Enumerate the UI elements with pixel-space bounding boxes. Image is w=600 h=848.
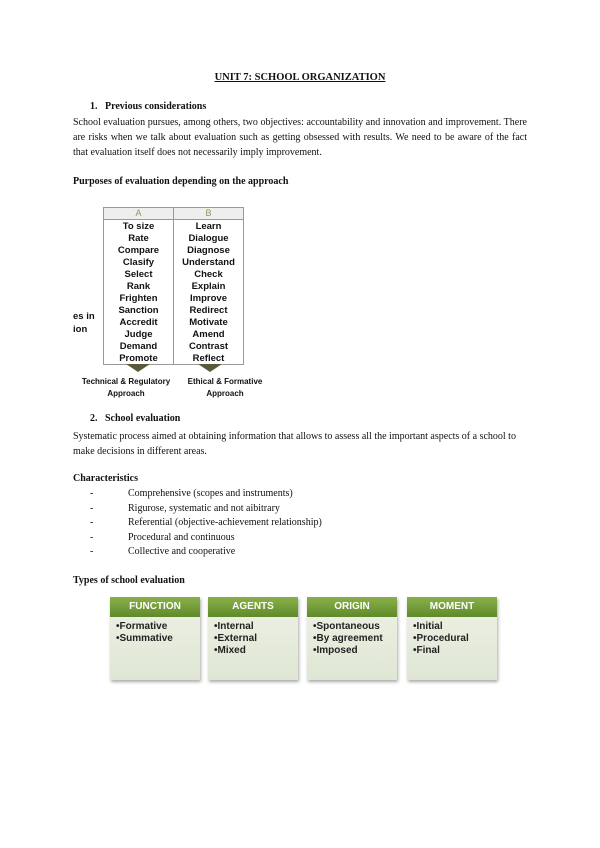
card-header: MOMENT: [407, 597, 497, 617]
subheading-characteristics: Characteristics: [73, 473, 138, 484]
card-list-item: • Formative: [116, 621, 200, 633]
card-list-item: • Mixed: [214, 645, 298, 657]
list-item: [90, 545, 322, 560]
bullet-dash: -: [90, 546, 94, 557]
table-cell: Compare: [117, 245, 160, 256]
bullet-dash: -: [90, 517, 94, 528]
list-item-text: Collective and cooperative: [128, 546, 236, 557]
table-cell: Clasify: [122, 257, 155, 268]
caption-line: Ethical & Formative: [187, 377, 263, 386]
list-item-text: Referential (objective-achievement relationship): [128, 517, 322, 528]
cropped-side-label: [73, 310, 95, 336]
card-header: FUNCTION: [110, 597, 200, 617]
table-cell: Sanction: [118, 305, 159, 316]
caption-line: Technical & Regulatory: [81, 377, 171, 386]
card-list: [307, 621, 397, 657]
caption-line: Approach: [206, 389, 244, 398]
table-cell: Rate: [128, 233, 149, 244]
bullet-dash: -: [90, 488, 94, 499]
table-cell: Redirect: [189, 305, 228, 316]
side-label-line: ion: [73, 324, 88, 335]
table-cell: Improve: [190, 293, 227, 304]
table-cell: Contrast: [188, 341, 229, 352]
characteristics-list: [90, 487, 322, 560]
subheading-purposes: Purposes of evaluation depending on the approach: [73, 176, 289, 187]
table-cell: Dialogue: [188, 233, 229, 244]
table-cell: Motivate: [189, 317, 228, 328]
column-b: [174, 208, 243, 364]
card-list-item: • Summative: [116, 633, 200, 645]
table-cell: Reflect: [192, 353, 225, 364]
page-title: UNIT 7: SCHOOL ORGANIZATION: [214, 72, 386, 83]
table-cell: Explain: [191, 281, 226, 292]
list-item: [90, 531, 322, 546]
list-item: [90, 516, 322, 531]
list-item-text: Comprehensive (scopes and instruments): [128, 488, 293, 499]
section-heading-school-evaluation: 2. School evaluation: [90, 413, 181, 424]
caption-ethical-approach: [180, 376, 270, 400]
section-paragraph: School evaluation pursues, among others, two objectives: accountability and innovation and improvement. There are risks when we talk about evaluation such as getting obsessed with results. We need to be aware of the fact that evaluation itself does not necessarily imply improvement.: [73, 117, 527, 158]
card-list: [407, 621, 497, 657]
table-cell: Demand: [119, 341, 158, 352]
table-cell: Rank: [126, 281, 151, 292]
table-cell: To size: [122, 221, 155, 232]
table-cell: Judge: [124, 329, 153, 340]
table-cell: Check: [194, 269, 223, 280]
column-header: B: [174, 208, 243, 220]
evaluation-type-card: [208, 597, 298, 680]
card-list: [110, 621, 200, 645]
purposes-table: [103, 207, 244, 365]
list-item-text: Procedural and continuous: [128, 531, 235, 543]
section-paragraph: Systematic process aimed at obtaining information that allows to assess all the important aspects of a school to make decisions in different areas.: [73, 431, 516, 457]
card-list-item: • Procedural: [413, 633, 497, 645]
table-cell: Accredit: [119, 317, 158, 328]
column-header: A: [104, 208, 173, 220]
card-list-item: • External: [214, 633, 298, 645]
bullet-dash: -: [90, 531, 94, 543]
section-heading-previous-considerations: 1. Previous considerations: [90, 101, 207, 112]
list-item: [90, 502, 322, 517]
card-list-item: • By agreement: [313, 633, 397, 645]
arrow-down-icon: [126, 364, 150, 372]
card-header: ORIGIN: [307, 597, 397, 617]
table-cell: Frighten: [119, 293, 158, 304]
evaluation-type-card: [407, 597, 497, 680]
list-item-text: Rigurose, systematic and not aibitrary: [128, 502, 280, 514]
card-header: AGENTS: [208, 597, 298, 617]
table-cell: Select: [124, 269, 153, 280]
list-item: [90, 487, 322, 502]
bullet-dash: -: [90, 502, 94, 514]
caption-technical-approach: [72, 376, 180, 400]
table-cell: Understand: [182, 257, 235, 268]
card-list-item: • Internal: [214, 621, 298, 633]
arrow-down-icon: [198, 364, 222, 372]
caption-line: Approach: [107, 389, 145, 398]
card-list-item: • Initial: [413, 621, 497, 633]
table-cell: Promote: [119, 353, 158, 364]
card-list-item: • Spontaneous: [313, 621, 397, 633]
table-cell: Learn: [195, 221, 222, 232]
evaluation-type-card: [307, 597, 397, 680]
card-list-item: • Final: [413, 645, 497, 657]
column-a: [104, 208, 174, 364]
table-cell: Amend: [192, 329, 225, 340]
evaluation-type-card: [110, 597, 200, 680]
side-label-line: es in: [73, 311, 95, 322]
table-cell: Diagnose: [187, 245, 230, 256]
card-list-item: • Imposed: [313, 645, 397, 657]
subheading-types: Types of school evaluation: [73, 575, 185, 586]
card-list: [208, 621, 298, 657]
